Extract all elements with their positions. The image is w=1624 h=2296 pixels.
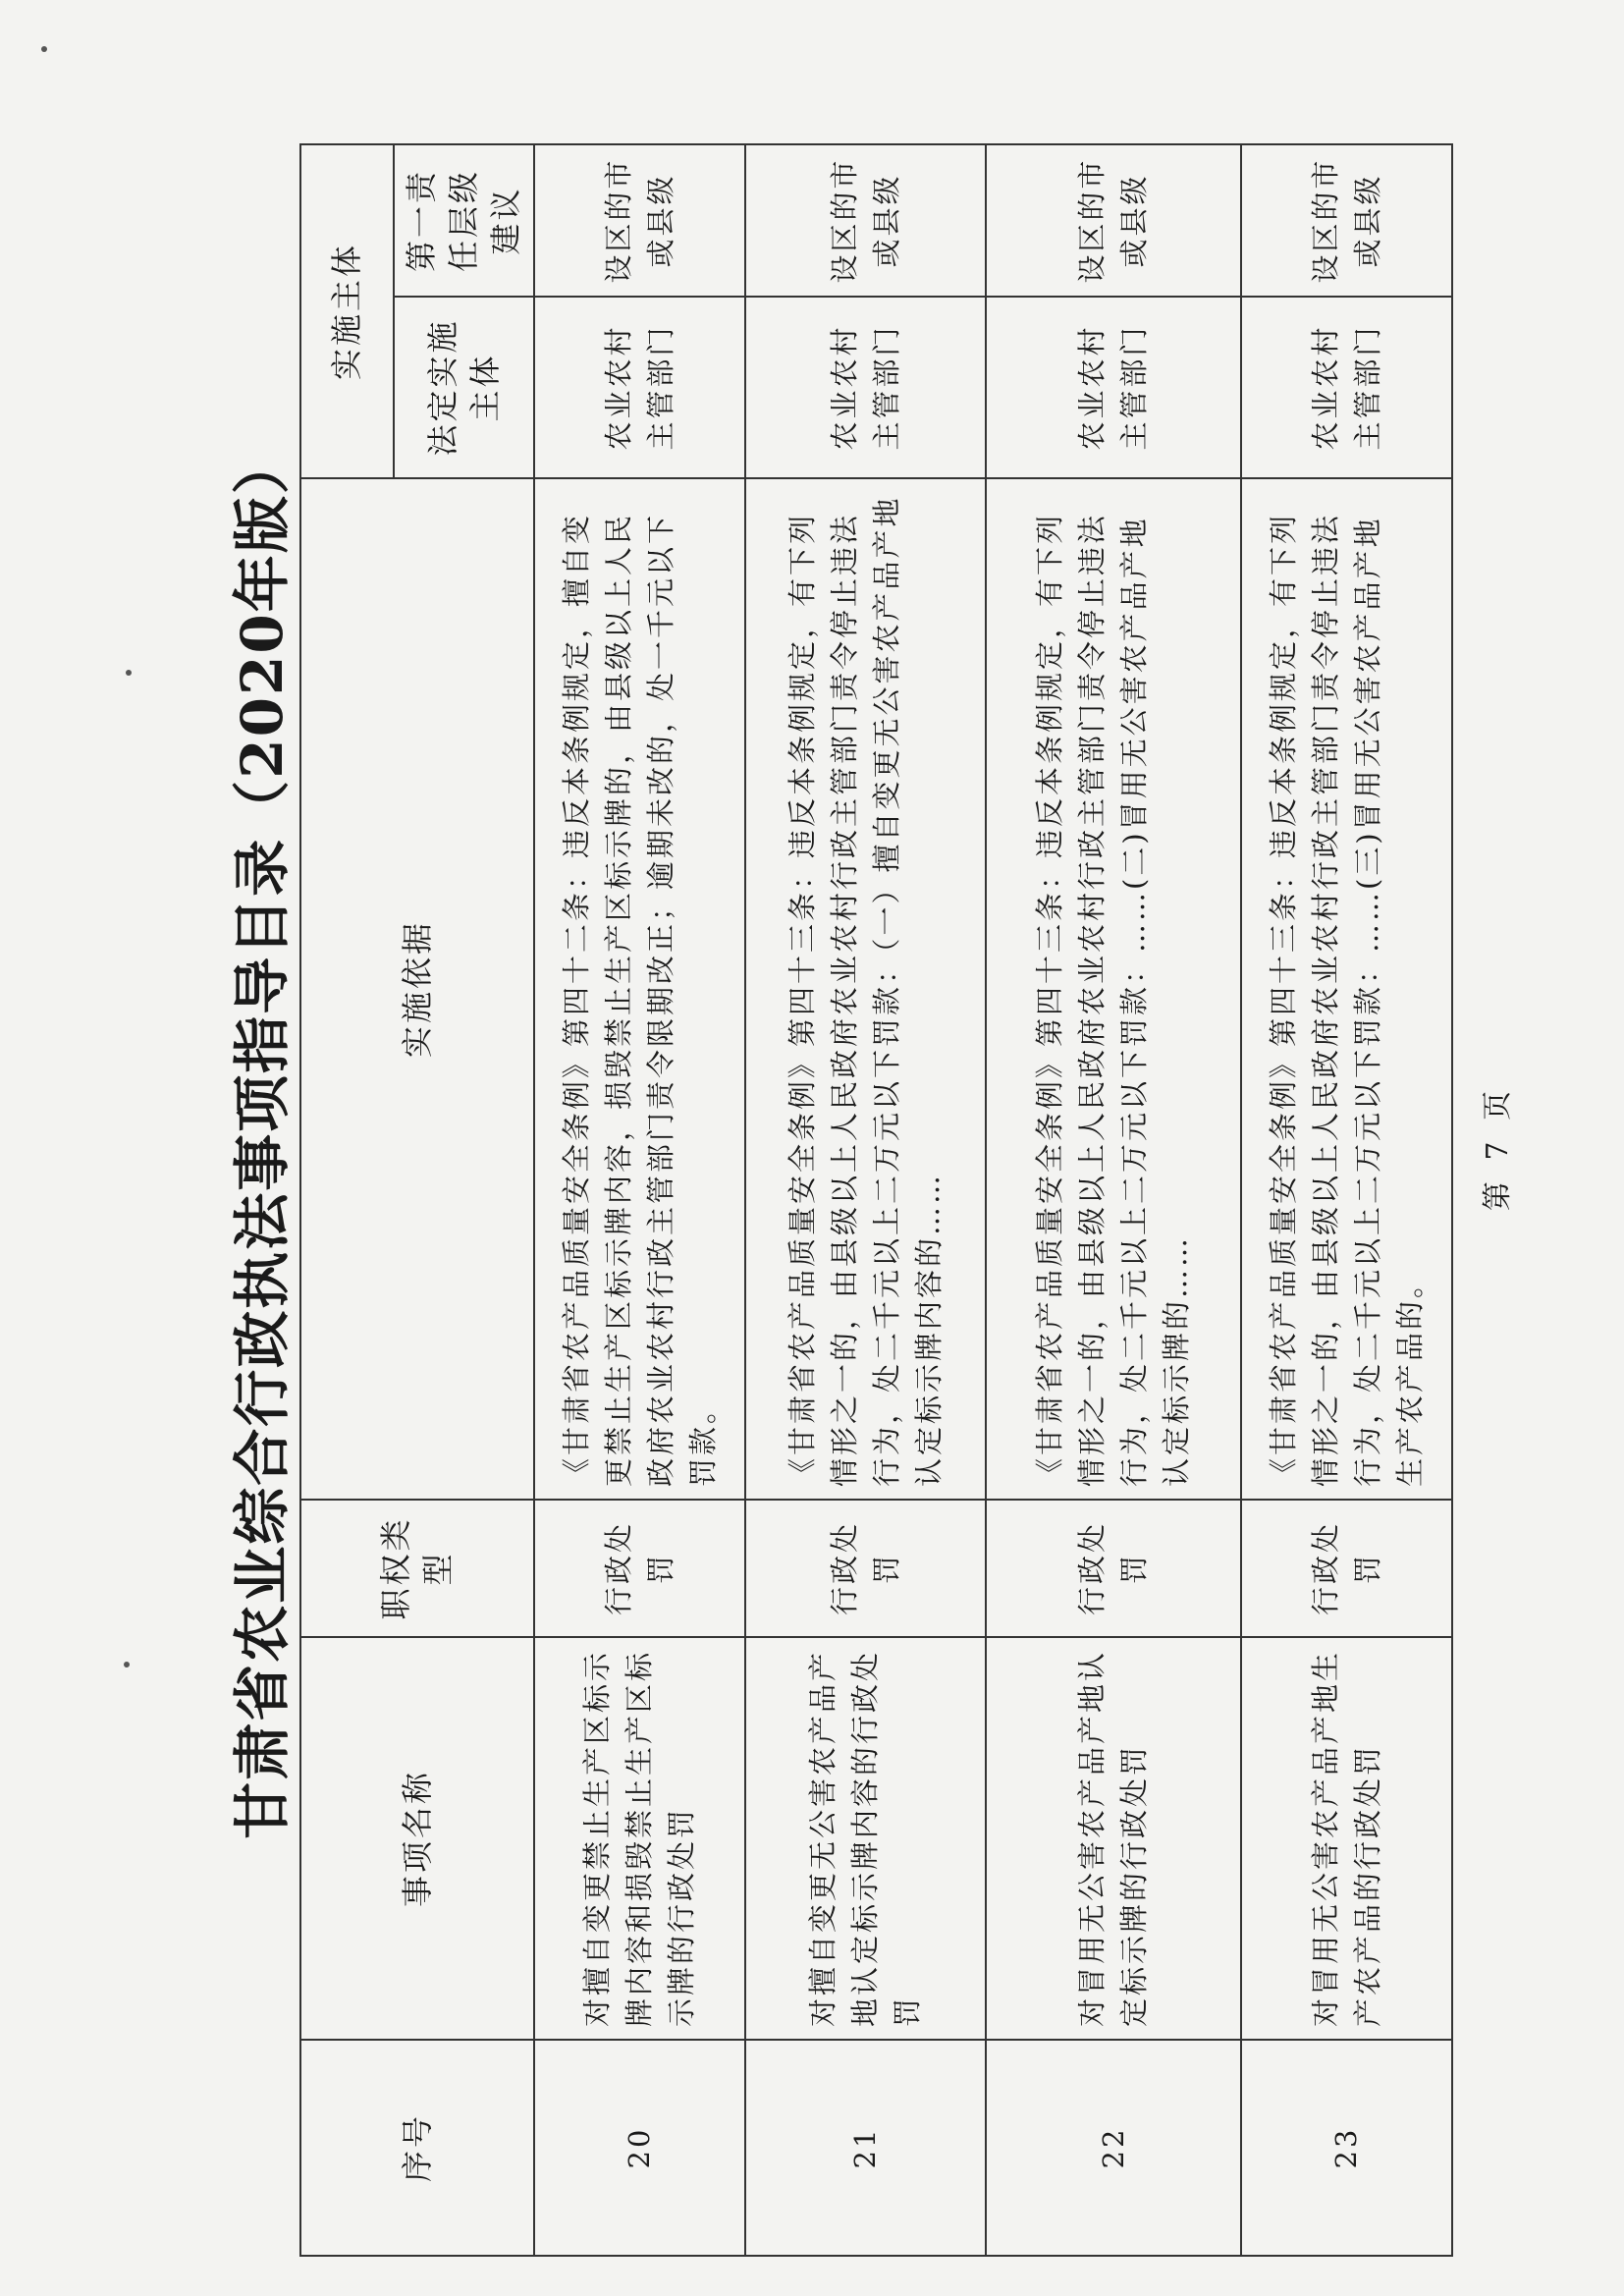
basis-cell: 《甘肃省农产品质量安全条例》第四十三条：违反本条例规定，有下列情形之一的，由县级以上人民政府农业农村行政主管部门责令停止违法行为，处二千元以上二万元以下罚款：……(二)冒用无公害农产品产地认定标示牌的…… — [986, 478, 1241, 1500]
first-level-cell: 设区的市或县级 — [745, 144, 986, 297]
header-item-name: 事项名称 — [300, 1637, 534, 2040]
basis-cell: 《甘肃省农产品质量安全条例》第四十二条：违反本条例规定，擅自变更禁止生产区标示牌内容，损毁禁止生产区标示牌的，由县级以上人民政府农业农村行政主管部门责令限期改正；逾期未改的，处一千元以下罚款。 — [534, 478, 745, 1500]
item-name-cell: 对冒用无公害农产品产地生产农产品的行政处罚 — [1241, 1637, 1452, 2040]
legal-subject-cell: 农业农村主管部门 — [986, 297, 1241, 478]
legal-subject-cell: 农业农村主管部门 — [534, 297, 745, 478]
page-number: 第 7 页 — [1481, 1084, 1515, 1212]
first-level-cell: 设区的市或县级 — [986, 144, 1241, 297]
header-first-level: 第一责任层级建议 — [394, 144, 534, 297]
power-type-cell: 行政处罚 — [745, 1500, 986, 1637]
power-type-cell: 行政处罚 — [534, 1500, 745, 1637]
legal-subject-cell: 农业农村主管部门 — [1241, 297, 1452, 478]
legal-subject-cell: 农业农村主管部门 — [745, 297, 986, 478]
first-level-cell: 设区的市或县级 — [534, 144, 745, 297]
table-row — [534, 144, 745, 2256]
table-row — [986, 144, 1241, 2256]
scan-speck — [41, 46, 47, 52]
header-subject: 实施主体 — [300, 144, 394, 478]
table-row — [745, 144, 986, 2256]
first-level-cell: 设区的市或县级 — [1241, 144, 1452, 297]
basis-cell: 《甘肃省农产品质量安全条例》第四十三条：违反本条例规定，有下列情形之一的，由县级以上人民政府农业农村行政主管部门责令停止违法行为，处二千元以上二万元以下罚款：……(三)冒用无公害农产品产地生产农产品的。 — [1241, 478, 1452, 1500]
header-legal-subject: 法定实施主体 — [394, 297, 534, 478]
enforcement-items-table — [299, 143, 1453, 2257]
header-basis: 实施依据 — [300, 478, 534, 1500]
power-type-cell: 行政处罚 — [1241, 1500, 1452, 1637]
item-name-cell: 对擅自变更无公害农产品产地认定标示牌内容的行政处罚 — [745, 1637, 986, 2040]
item-name-cell: 对擅自变更禁止生产区标示牌内容和损毁禁止生产区标示牌的行政处罚 — [534, 1637, 745, 2040]
seq-cell: 23 — [1241, 2040, 1452, 2256]
scan-speck — [124, 1662, 130, 1667]
power-type-cell: 行政处罚 — [986, 1500, 1241, 1637]
header-seq: 序号 — [300, 2040, 534, 2256]
item-name-cell: 对冒用无公害农产品产地认定标示牌的行政处罚 — [986, 1637, 1241, 2040]
header-power-type: 职权类型 — [300, 1500, 534, 1637]
seq-cell: 20 — [534, 2040, 745, 2256]
seq-cell: 22 — [986, 2040, 1241, 2256]
header-row — [300, 144, 394, 2256]
page-title: 甘肃省农业综合行政执法事项指导目录（2020年版） — [229, 435, 296, 1839]
basis-cell: 《甘肃省农产品质量安全条例》第四十三条：违反本条例规定，有下列情形之一的，由县级以上人民政府农业农村行政主管部门责令停止违法行为，处二千元以上二万元以下罚款：（一）擅自变更无公害农产品产地认定标示牌内容的…… — [745, 478, 986, 1500]
table-row — [1241, 144, 1452, 2256]
seq-cell: 21 — [745, 2040, 986, 2256]
scan-speck — [126, 670, 132, 676]
